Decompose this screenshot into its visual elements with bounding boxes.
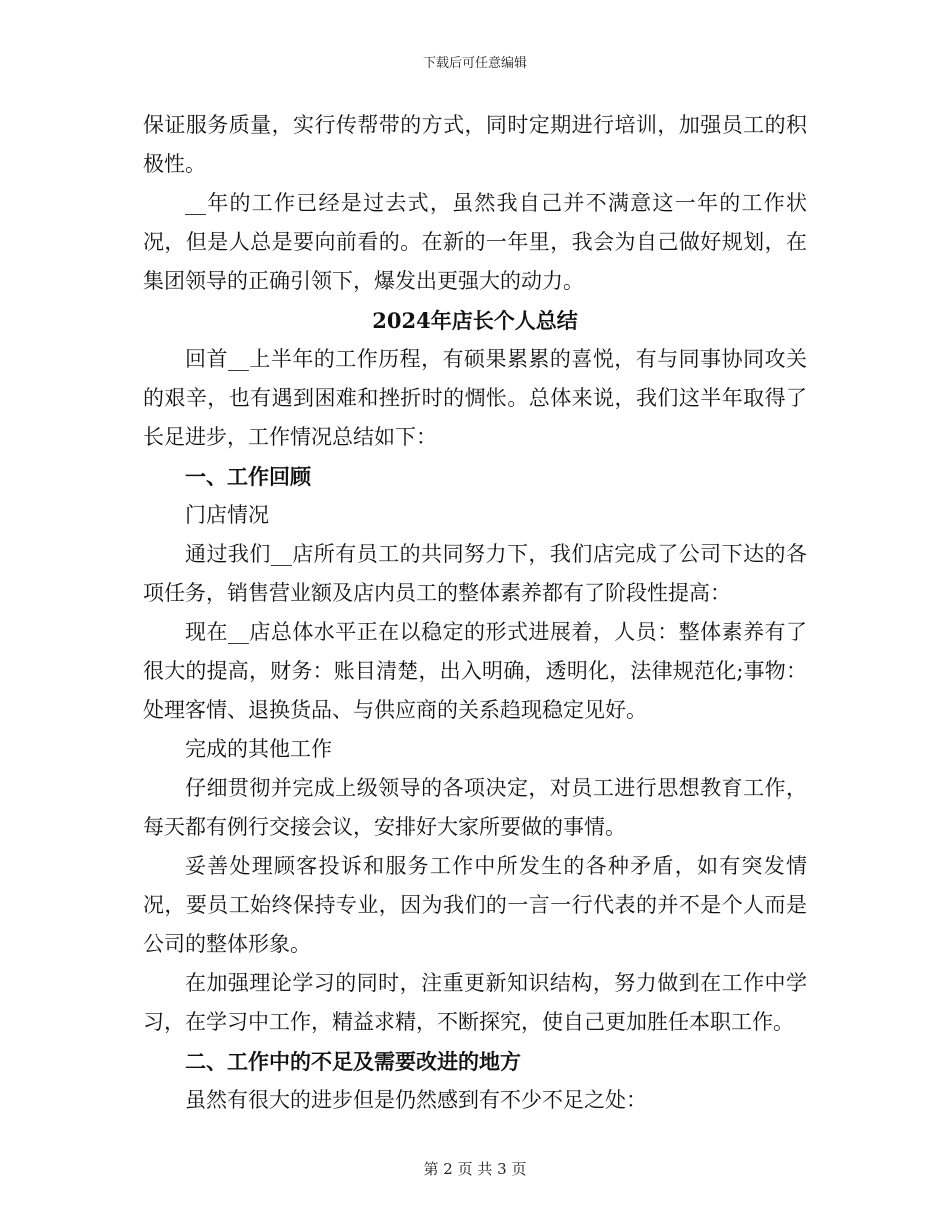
paragraph: 仔细贯彻并完成上级领导的各项决定，对员工进行思想教育工作，每天都有例行交接会议，安排好大家所要做的事情。 <box>143 776 807 839</box>
heading-work-review: 一、工作回顾 <box>185 464 311 489</box>
page-header: 下载后可任意编辑 <box>422 56 527 71</box>
page-footer: 第 2 页 共 3 页 <box>423 1160 527 1178</box>
paragraph: 在加强理论学习的同时，注重更新知识结构，努力做到在工作中学习，在学习中工作，精益求精，不断探究，使自己更加胜任本职工作。 <box>143 971 807 1034</box>
heading-shortcomings: 二、工作中的不足及需要改进的地方 <box>185 1049 521 1074</box>
paragraph-continuation: 保证服务质量，实行传帮带的方式，同时定期进行培训，加强员工的积极性。 <box>143 113 807 176</box>
paragraph: 妥善处理顾客投诉和服务工作中所发生的各种矛盾，如有突发情况，要员工始终保持专业，因为我们的一言一行代表的并不是个人而是公司的整体形象。 <box>143 854 807 956</box>
subheading-other-work: 完成的其他工作 <box>185 737 332 761</box>
paragraph: 回首__上半年的工作历程，有硕果累累的喜悦，有与同事协同攻关的艰辛，也有遇到困难和挫折时的惆怅。总体来说，我们这半年取得了长足进步，工作情况总结如下： <box>143 347 807 449</box>
section-title: 2024年店长个人总结 <box>372 308 578 333</box>
paragraph: __年的工作已经是过去式，虽然我自己并不满意这一年的工作状况，但是人总是要向前看的。在新的一年里，我会为自己做好规划，在集团领导的正确引领下，爆发出更强大的动力。 <box>143 191 807 293</box>
paragraph: 现在__店总体水平正在以稳定的形式进展着，人员：整体素养有了很大的提高，财务：账目清楚，出入明确，透明化，法律规范化;事物：处理客情、退换货品、与供应商的关系趋现稳定见好。 <box>143 620 807 722</box>
paragraph: 通过我们__店所有员工的共同努力下，我们店完成了公司下达的各项任务，销售营业额及店内员工的整体素养都有了阶段性提高： <box>143 542 807 605</box>
subheading-store-status: 门店情况 <box>185 503 269 527</box>
document-body <box>143 106 807 1120</box>
paragraph: 虽然有很大的进步但是仍然感到有不少不足之处： <box>185 1088 647 1112</box>
